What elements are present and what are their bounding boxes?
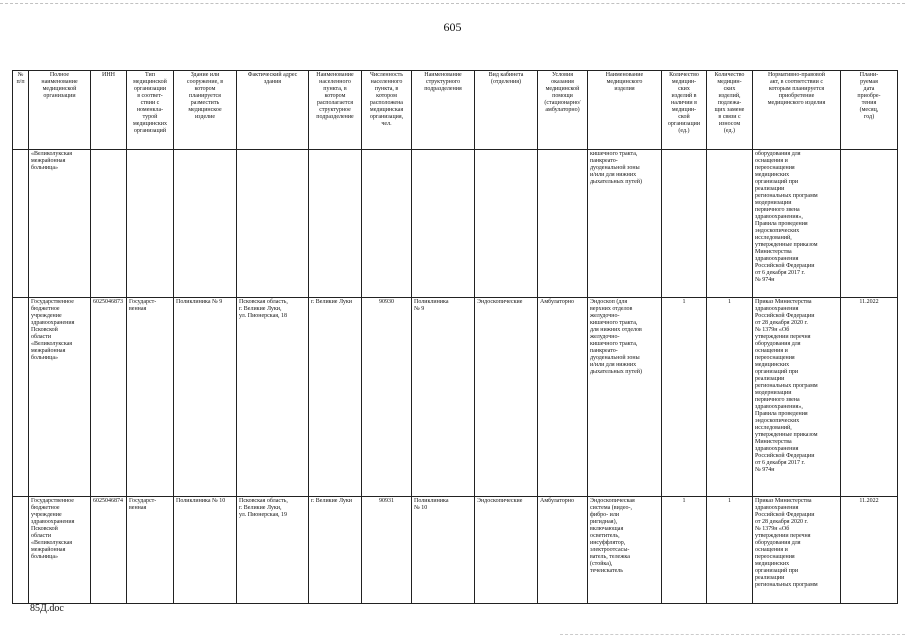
header-num: № п/п <box>13 71 29 150</box>
cell-act: Приказ Министерства здравоохранения Российской Федерации от 28 декабря 2020 г. № 1379н «Об утверждении перечня оборудования для оснащения и переоснащения медицинских организаций при реализации региональных программ <box>753 497 841 604</box>
page-number: 605 <box>443 20 462 34</box>
cell-qty: 1 <box>662 298 707 497</box>
cell-qty: 1 <box>662 497 707 604</box>
header-locality: Наименование населенного пункта, в котором располагается структурное подразделение <box>309 71 362 150</box>
header-device: Наименование медицинского изделия <box>588 71 662 150</box>
cell-conditions <box>538 150 588 298</box>
cell-replace: 1 <box>707 298 753 497</box>
cell-population: 90931 <box>362 497 412 604</box>
cell-type: Государст- венная <box>127 298 174 497</box>
header-unit: Наименование структурного подразделения <box>412 71 475 150</box>
header-population: Численность населенного пункта, в котором расположена медицинская организация, чел. <box>362 71 412 150</box>
header-row <box>13 71 898 150</box>
cell-locality <box>309 150 362 298</box>
cell-device: Эндоскоп (для верхних отделов желудочно- кишечного тракта, для нижних отделов желудочно- кишечного тракта, панкреато- дуоденальной зоны и/или для нижних дыхательных путей) <box>588 298 662 497</box>
header-type: Тип медицинской организации в соответ- ствии с номенкла- турой медицинских организаций <box>127 71 174 150</box>
cell-address: Псковская область, г. Великие Луки, ул. Пионерская, 19 <box>237 497 309 604</box>
header-conditions: Условия оказания медицинской помощи (стационарно/ амбулаторно) <box>538 71 588 150</box>
header-inn: ИНН <box>91 71 127 150</box>
cell-num <box>13 497 29 604</box>
cell-replace: 1 <box>707 497 753 604</box>
cell-unit: Поликлиника № 9 <box>412 298 475 497</box>
cell-cabinet: Эндоскопические <box>475 298 538 497</box>
cell-inn: 6025046874 <box>91 497 127 604</box>
scan-edge-top <box>0 3 905 5</box>
cell-org: Государственное бюджетное учреждение здравоохранения Псковской области «Великолукская межрайонная больница» <box>29 298 91 497</box>
header-date: Плани- руемая дата приобре- тения (месяц, год) <box>841 71 898 150</box>
header-replace: Количество медицин- ских изделий, подлежа- щих замене в связи с износом (ед.) <box>707 71 753 150</box>
header-address: Фактический адрес здания <box>237 71 309 150</box>
header-qty: Количество медицин- ских изделий в наличии в медицин- ской организации (ед.) <box>662 71 707 150</box>
header-org: Полное наименование медицинской организации <box>29 71 91 150</box>
cell-act: Приказ Министерства здравоохранения Российской Федерации от 28 декабря 2020 г. № 1379н «Об утверждении перечня оборудования для оснащения и переоснащения медицинских организаций при реализации региональных программ модернизации первичного звена здравоохранения», Правила проведения эндоскопических исследований, утвержденные приказом Министерства здравоохранения Российской Федерации от 6 декабря 2017 г. № 974н <box>753 298 841 497</box>
cell-num <box>13 298 29 497</box>
cell-date <box>841 150 898 298</box>
cell-building <box>174 150 237 298</box>
cell-replace <box>707 150 753 298</box>
cell-population <box>362 150 412 298</box>
cell-unit: Поликлиника № 10 <box>412 497 475 604</box>
header-building: Здание или сооружение, в котором планируется разместить медицинское изделие <box>174 71 237 150</box>
cell-address: Псковская область, г. Великие Луки, ул. Пионерская, 18 <box>237 298 309 497</box>
cell-inn: 6025046873 <box>91 298 127 497</box>
cell-building: Поликлиника № 10 <box>174 497 237 604</box>
equipment-table <box>12 70 898 604</box>
cell-cabinet <box>475 150 538 298</box>
cell-device: Эндоскопическая система (видео-, фибро- или ригидная), включающая осветитель, инсуффлятор, электроотсасы- ватель, тележка (стойка), течеискатель <box>588 497 662 604</box>
header-cabinet: Вид кабинета (отделения) <box>475 71 538 150</box>
cell-address <box>237 150 309 298</box>
cell-org: «Великолукская межрайонная больница» <box>29 150 91 298</box>
cell-conditions: Амбулаторно <box>538 497 588 604</box>
table-row <box>13 497 898 604</box>
cell-cabinet: Эндоскопические <box>475 497 538 604</box>
cell-type <box>127 150 174 298</box>
cell-population: 90930 <box>362 298 412 497</box>
header-act: Нормативно-правовой акт, в соответствии с которым планируется приобретение медицинского изделия <box>753 71 841 150</box>
cell-org: Государственное бюджетное учреждение здравоохранения Псковской области «Великолукская межрайонная больница» <box>29 497 91 604</box>
cell-locality: г. Великие Луки <box>309 497 362 604</box>
cell-inn <box>91 150 127 298</box>
cell-date: 11.2022 <box>841 298 898 497</box>
cell-unit <box>412 150 475 298</box>
cell-num <box>13 150 29 298</box>
table-row <box>13 298 898 497</box>
footer-filename: 85Д.doc <box>30 603 64 614</box>
cell-type: Государст- венная <box>127 497 174 604</box>
cell-act: оборудования для оснащения и переоснащения медицинских организаций при реализации региональных программ модернизации первичного звена здравоохранения», Правила проведения эндоскопических исследований, утвержденные приказом Министерства здравоохранения Российской Федерации от 6 декабря 2017 г. № 974н <box>753 150 841 298</box>
table-row <box>13 150 898 298</box>
cell-qty <box>662 150 707 298</box>
cell-device: кишечного тракта, панкреато- дуоденальной зоны и/или для нижних дыхательных путей) <box>588 150 662 298</box>
scan-edge-bottom <box>560 634 905 636</box>
cell-conditions: Амбулаторно <box>538 298 588 497</box>
cell-building: Поликлиника № 9 <box>174 298 237 497</box>
cell-date: 11.2022 <box>841 497 898 604</box>
cell-locality: г. Великие Луки <box>309 298 362 497</box>
